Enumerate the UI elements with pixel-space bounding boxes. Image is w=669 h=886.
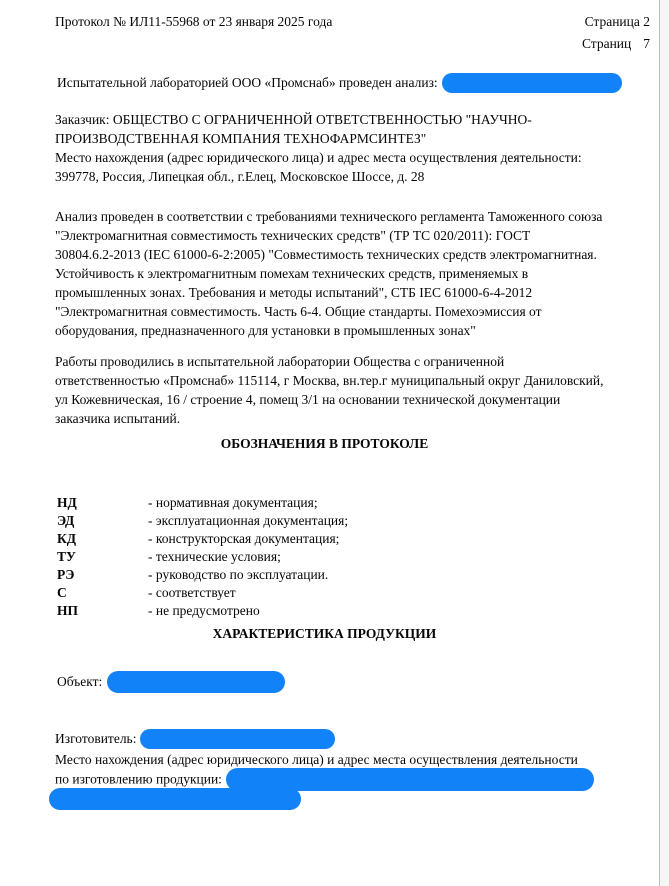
- designation-definition: - соответствует: [148, 585, 236, 600]
- designation-term: РЭ: [57, 567, 75, 582]
- designation-definition: - конструкторская документация;: [148, 531, 340, 546]
- designation-term: С: [57, 585, 67, 600]
- designation-term: НД: [57, 495, 77, 510]
- redaction-bar-manufacturer: [140, 729, 335, 749]
- page-margin-strip: [660, 0, 669, 886]
- designation-row: [57, 566, 348, 584]
- manufacturer-line: [55, 729, 594, 750]
- protocol-title: Протокол № ИЛ11-55968 от 23 января 2025 года: [55, 14, 333, 29]
- designation-term: ЭД: [57, 513, 75, 528]
- lab-works-line: ответственностью «Промснаб» 115114, г Москва, вн.тер.г муниципальный округ Даниловский,: [55, 373, 604, 388]
- designation-row: [57, 602, 348, 620]
- redaction-bar-object: [107, 671, 285, 693]
- manufacturer-address-line2: [55, 769, 594, 792]
- pages-total-value: 7: [643, 36, 650, 51]
- customer-line: ПРОИЗВОДСТВЕННАЯ КОМПАНИЯ ТЕХНОФАРМСИНТЕЗ": [55, 131, 427, 146]
- customer-line: Место нахождения (адрес юридического лица) и адрес места осуществления деятельности:: [55, 150, 582, 165]
- designation-definition: - эксплуатационная документация;: [148, 513, 349, 528]
- designation-row: [57, 584, 348, 602]
- designation-definition: - технические условия;: [148, 549, 281, 564]
- object-line: [57, 670, 285, 694]
- redaction-bar-analysis: [442, 73, 622, 93]
- designation-definition: - нормативная документация;: [148, 495, 318, 510]
- manufacturer-label: Изготовитель:: [55, 731, 137, 746]
- standards-line: "Электромагнитная совместимость. Часть 6-4. Общие стандарты. Помехоэмиссия от: [55, 304, 542, 319]
- customer-paragraph: [55, 110, 582, 186]
- lab-works-line: Работы проводились в испытательной лаборатории Общества с ограниченной: [55, 354, 505, 369]
- designation-term: НП: [57, 603, 79, 618]
- designation-definition: - не предусмотрено: [148, 603, 260, 618]
- lab-works-line: заказчика испытаний.: [55, 411, 181, 426]
- standards-line: Устойчивость к электромагнитным помехам технических средств, применяемых в: [55, 266, 529, 281]
- standards-line: промышленных зонах. Требования и методы испытаний", СТБ IEC 61000-6-4-2012: [55, 285, 533, 300]
- standards-line: Анализ проведен в соответствии с требованиями технического регламента Таможенного союза: [55, 209, 603, 224]
- pages-total-label: Страниц: [581, 36, 632, 51]
- designation-row: [57, 548, 348, 566]
- customer-line: 399778, Россия, Липецкая обл., г.Елец, Московское Шоссе, д. 28: [55, 169, 425, 184]
- standards-line: 30804.6.2-2013 (IEC 61000-6-2:2005) "Совместимость технических средств электромагнитная.: [55, 247, 597, 262]
- analysis-label: Испытательной лабораторией ООО «Промснаб» проведен анализ:: [57, 75, 438, 90]
- standards-paragraph: [55, 207, 602, 340]
- designations-heading: ОБОЗНАЧЕНИЯ В ПРОТОКОЛЕ: [220, 436, 429, 451]
- analysis-line: [57, 72, 622, 94]
- manufacturer-address-label: по изготовлению продукции:: [55, 771, 222, 787]
- lab-works-paragraph: [55, 352, 604, 428]
- designation-row: [57, 494, 348, 512]
- standards-line: оборудования, предназначенного для установки в промышленных зонах": [55, 323, 476, 338]
- page-number: Страница 2: [584, 14, 650, 29]
- designation-row: [57, 512, 348, 530]
- manufacturer-address-line: Место нахождения (адрес юридического лица) и адрес места осуществления деятельности: [55, 751, 578, 767]
- designation-row: [57, 530, 348, 548]
- pages-total: [582, 33, 650, 55]
- object-label: Объект:: [57, 674, 103, 689]
- lab-works-line: ул Кожевническая, 16 / строение 4, помещ 3/1 на основании технической документации: [55, 392, 561, 407]
- designation-definition: - руководство по эксплуатации.: [148, 567, 329, 582]
- standards-line: "Электромагнитная совместимость технических средств" (ТР ТС 020/2011): ГОСТ: [55, 228, 531, 243]
- page-edge-divider: [659, 0, 660, 886]
- redaction-bar-address-1: [226, 768, 594, 791]
- designation-term: ТУ: [57, 549, 76, 564]
- designations-list: [57, 494, 348, 620]
- page-counter: [582, 11, 650, 55]
- product-heading: ХАРАКТЕРИСТИКА ПРОДУКЦИИ: [212, 626, 437, 641]
- designation-term: КД: [57, 531, 77, 546]
- customer-line: Заказчик: ОБЩЕСТВО С ОГРАНИЧЕННОЙ ОТВЕТСТВЕННОСТЬЮ "НАУЧНО-: [55, 112, 532, 127]
- manufacturer-block: [55, 729, 594, 810]
